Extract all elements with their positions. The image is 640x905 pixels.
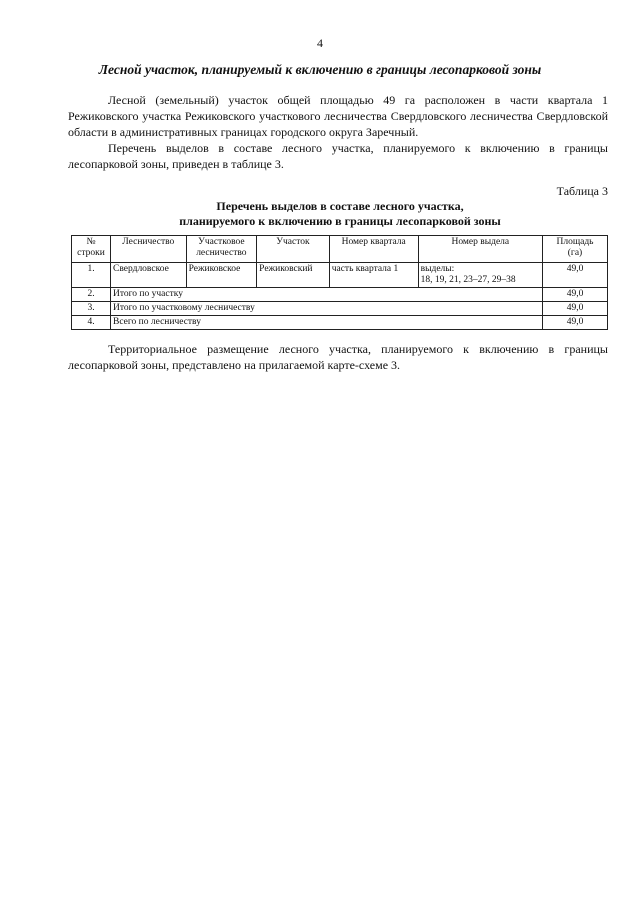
section-heading: Лесной участок, планируемый к включению в границы лесопарковой зоны	[98, 62, 542, 77]
cell-area: 49,0	[543, 263, 608, 288]
cell-district-forestry: Режиковское	[186, 263, 257, 288]
header-allotment: Номер выдела	[418, 236, 542, 263]
table-title-line-2: планируемого к включению в границы лесопарковой зоны	[179, 214, 501, 228]
allotment-table	[71, 235, 608, 330]
header-area	[543, 236, 608, 263]
header-area-line-2: (га)	[567, 248, 583, 258]
table-row-total-plot	[72, 288, 608, 302]
cell-allotment-line-1: выделы:	[420, 264, 455, 274]
header-row-number	[72, 236, 111, 263]
header-forestry: Лесничество	[111, 236, 187, 263]
row-number: 1.	[72, 263, 111, 288]
header-district-line-1: Участковое	[198, 237, 245, 247]
total-area: 49,0	[543, 316, 608, 330]
total-area: 49,0	[543, 302, 608, 316]
cell-allotment-line-2: 18, 19, 21, 23–27, 29–38	[420, 275, 516, 285]
cell-forestry: Свердловское	[111, 263, 187, 288]
header-quarter: Номер квартала	[329, 236, 418, 263]
header-area-line-1: Площадь	[556, 237, 594, 247]
table-caption: Таблица 3	[556, 184, 608, 198]
total-label: Всего по лесничеству	[111, 316, 543, 330]
header-district-line-2: лесничество	[196, 248, 247, 258]
header-plot: Участок	[257, 236, 330, 263]
total-label: Итого по участковому лесничеству	[111, 302, 543, 316]
header-row-number-line-2: строки	[77, 248, 105, 258]
header-row-number-line-1: №	[86, 237, 96, 247]
row-number: 3.	[72, 302, 111, 316]
table-header-row	[72, 236, 608, 263]
table-row-total-forestry	[72, 316, 608, 330]
row-number: 4.	[72, 316, 111, 330]
total-label: Итого по участку	[111, 288, 543, 302]
paragraph-location: Лесной (земельный) участок общей площадью 49 га расположен в части квартала 1 Режиковского участка Режиковского участкового лесничества Свердловского лесничества Свердловской области в административных границах городского округа Заречный.	[68, 93, 608, 139]
table-row	[72, 263, 608, 288]
cell-plot: Режиковский	[257, 263, 330, 288]
paragraph-allotment-list: Перечень выделов в составе лесного участка, планируемого к включению в границы лесопарковой зоны, приведен в таблице 3.	[68, 141, 608, 171]
total-area: 49,0	[543, 288, 608, 302]
paragraph-map-reference: Территориальное размещение лесного участка, планируемого к включению в границы лесопарковой зоны, представлено на прилагаемой карте-схеме 3.	[68, 342, 608, 372]
row-number: 2.	[72, 288, 111, 302]
table-title	[60, 199, 620, 229]
cell-allotment	[418, 263, 542, 288]
cell-quarter: часть квартала 1	[329, 263, 418, 288]
page-number: 4	[317, 36, 323, 50]
header-district-forestry	[186, 236, 257, 263]
table-title-line-1: Перечень выделов в составе лесного участка,	[216, 199, 464, 213]
table-row-total-district	[72, 302, 608, 316]
